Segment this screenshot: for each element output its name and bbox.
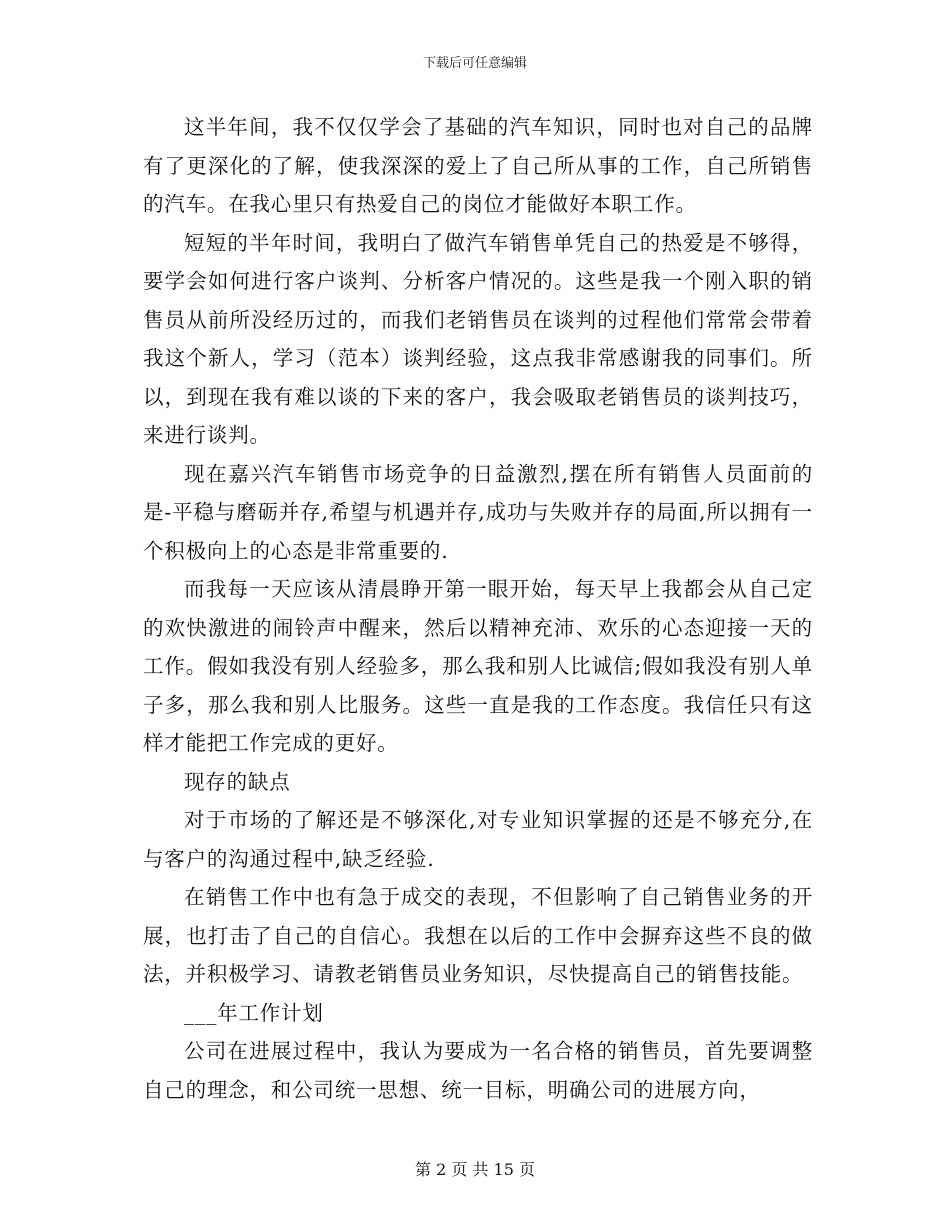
page-header: 下载后可任意编辑 — [422, 56, 527, 71]
paragraph: 现在嘉兴汽车销售市场竞争的日益激烈,摆在所有销售人员面前的是-平稳与磨砺并存,希望与机遇并存,成功与失败并存的局面,所以拥有一个积极向上的心态是非常重要的. — [143, 461, 813, 563]
document-body — [143, 108, 813, 1109]
section-heading-work-plan: ___年工作计划 — [184, 1000, 324, 1025]
paragraph: 短短的半年时间，我明白了做汽车销售单凭自己的热爱是不够得，要学会如何进行客户谈判、分析客户情况的。这些是我一个刚入职的销售员从前所没经历过的，而我们老销售员在谈判的过程他们常常会带着我这个新人，学习（范本）谈判经验，这点我非常感谢我的同事们。所以，到现在我有难以谈的下来的客户，我会吸取老销售员的谈判技巧，来进行谈判。 — [143, 230, 813, 447]
paragraph: 而我每一天应该从清晨睁开第一眼开始，每天早上我都会从自己定的欢快激进的闹铃声中醒来，然后以精神充沛、欢乐的心态迎接一天的工作。假如我没有别人经验多，那么我和别人比诚信;假如我没有别人单子多，那么我和别人比服务。这些一直是我的工作态度。我信任只有这样才能把工作完成的更好。 — [143, 577, 813, 755]
paragraph: 在销售工作中也有急于成交的表现，不但影响了自己销售业务的开展，也打击了自己的自信心。我想在以后的工作中会摒弃这些不良的做法，并积极学习、请教老销售员业务知识，尽快提高自己的销售技能。 — [143, 885, 813, 986]
section-heading-shortcomings: 现存的缺点 — [184, 769, 291, 794]
paragraph: 对于市场的了解还是不够深化,对专业知识掌握的还是不够充分,在与客户的沟通过程中,缺乏经验. — [143, 808, 813, 871]
paragraph: 这半年间，我不仅仅学会了基础的汽车知识，同时也对自己的品牌有了更深化的了解，使我深深的爱上了自己所从事的工作，自己所销售的汽车。在我心里只有热爱自己的岗位才能做好本职工作。 — [143, 115, 813, 216]
paragraph: 公司在进展过程中，我认为要成为一名合格的销售员，首先要调整自己的理念，和公司统一思想、统一目标，明确公司的进展方向， — [143, 1039, 813, 1102]
page-footer: 第 2 页 共 15 页 — [415, 1160, 535, 1179]
